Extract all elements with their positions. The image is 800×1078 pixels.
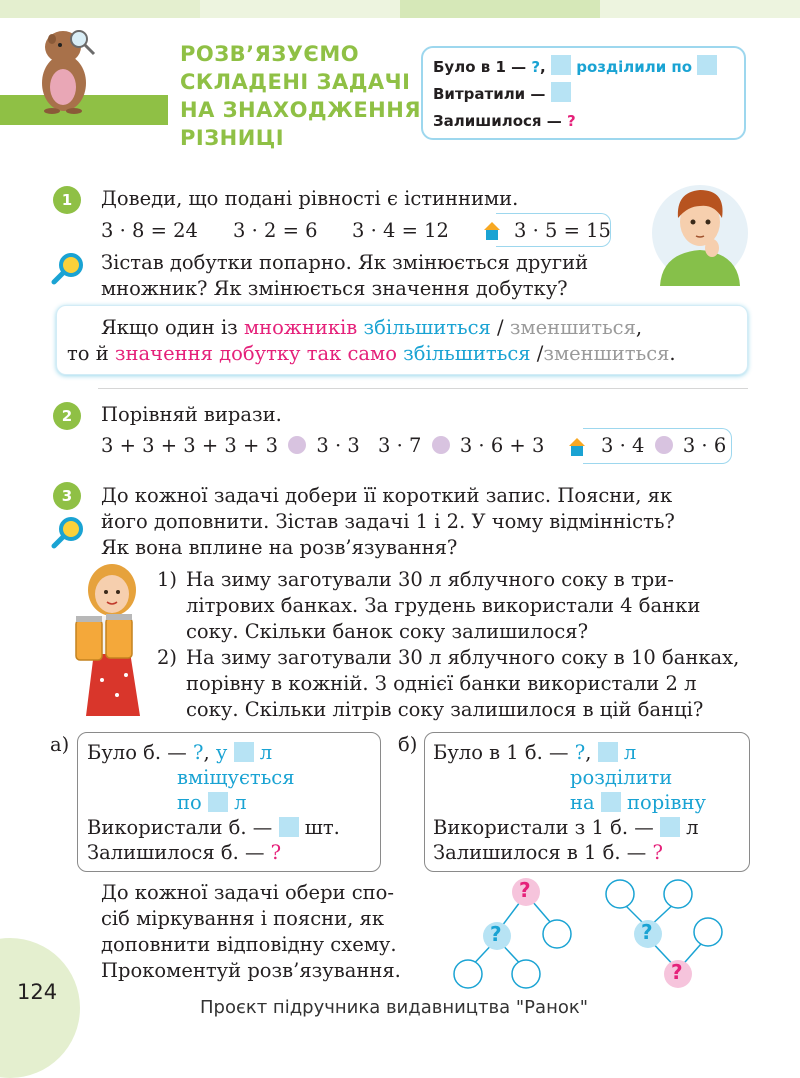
tree-question-mark: ? [641,920,653,944]
schema-text: , [540,58,546,76]
record-line [87,815,340,841]
problem-text: На зиму заготували 30 л яблучного соку в три- [186,568,674,591]
record-text: , [585,741,598,764]
task-number-badge: 3 [53,482,81,510]
task-text: Як вона вплине на розв’язування? [101,536,458,559]
equation: 3 · 4 = 12 [352,219,449,242]
schema-text: Було в 1 — [433,58,532,76]
problem-text: На зиму заготували 30 л яблучного соку в 10 банках, [186,646,740,669]
blank-square [660,817,680,837]
question-mark: ? [270,841,282,864]
page-number: 124 [17,980,58,1004]
record-text: шт. [304,816,340,839]
question-mark: ? [192,741,204,764]
title-line: СКЛАДЕНІ ЗАДАЧІ [180,70,411,94]
blank-square [279,817,299,837]
rule-line [101,315,642,341]
equation: 3 · 5 = 15 [514,219,611,242]
tree-node-empty [512,960,540,988]
record-text: Було в 1 б. — [433,741,575,764]
tree-question-mark: ? [490,922,502,946]
rule-term: збільшиться [403,342,531,365]
record-line [87,740,272,766]
comparison [378,433,544,459]
record-text: вміщується [177,766,295,789]
question-mark: ? [566,112,576,130]
rule-term: множників [244,316,358,339]
rule-term: значення добутку так само [114,342,397,365]
record-text: л [234,791,247,814]
record-label: а) [50,733,70,756]
record-text: Залишилося в 1 б. — [433,841,653,864]
rule-text: / [490,316,510,339]
page-title [180,40,421,152]
record-line [433,815,699,841]
record-text: Залишилося б. — [87,841,271,864]
blank-square [601,792,621,812]
top-strip [400,0,600,18]
question-mark: ? [652,841,663,864]
tree-question-mark: ? [519,878,531,902]
task-question: множник? Як змінюється значення добутку? [101,277,568,300]
question-mark: ? [574,741,586,764]
rule-term: збільшиться [363,316,491,339]
problem-text: соку. Скільки літрів соку залишилося в цій банці? [186,698,704,721]
record-line [177,790,247,816]
title-line: НА ЗНАХОДЖЕННЯ [180,98,422,122]
girl-with-juice-jars-illustration [62,560,158,720]
tree-question-mark: ? [671,960,683,984]
rule-text: Якщо один із [101,316,245,339]
rule-term: зменшиться [543,342,670,365]
record-text: Було б. — [87,741,193,764]
blank-square [208,792,228,812]
magnifier-icon [51,516,85,550]
record-text: , [203,741,216,764]
tree-node-empty [664,880,692,908]
record-label: б) [398,733,418,756]
comparison [101,433,360,459]
equation: 3 · 2 = 6 [233,219,318,242]
schema-text: Залишилося — [433,112,567,130]
blank-square [551,82,571,102]
boy-thinking-illustration [650,178,750,288]
instruction-text: Прокоментуй розв’язування. [101,959,401,982]
expression: 3 · 6 [682,434,727,457]
rule-text: / [530,342,544,365]
task-question: Зістав добутки попарно. Як змінюється другий [101,251,589,274]
instruction-text: сіб міркування і поясни, як [101,907,385,930]
tree-node-empty [694,918,722,946]
task-text: До кожної задачі добери її короткий запис. Поясни, як [101,484,673,507]
comparison-circle [655,436,673,454]
schema-text: Витратили — [433,85,551,103]
title-line: РОЗВ’ЯЗУЄМО [180,42,360,66]
rule-text: . [669,342,676,365]
question-mark: ? [531,58,541,76]
equation: 3 · 8 = 24 [101,219,198,242]
expression: 3 · 6 + 3 [459,434,545,457]
record-text: по [177,791,202,814]
tree-node-empty [454,960,482,988]
task-number-badge: 1 [53,186,81,214]
task-number-badge: 2 [53,402,81,430]
page-corner-decoration [0,938,80,1078]
footer-credit: Проєкт підручника видавництва "Ранок" [200,997,589,1018]
problem-text: порівну в кожній. З однієї банки використали 2 л [186,672,697,695]
problem-text: соку. Скільки банок соку залишилося? [186,620,589,643]
record-line [87,840,281,866]
reasoning-tree-scheme-1 [450,874,580,996]
blank-square [697,55,717,75]
blank-square [234,742,254,762]
record-text: у [215,741,228,764]
task-text: Порівняй вирази. [101,403,282,426]
rule-line [67,341,676,367]
record-text: л [623,741,637,764]
top-strip [200,0,400,18]
expression: 3 · 7 [378,434,422,457]
problem-number: 1) [157,568,178,591]
comparison [601,433,726,459]
top-strip [600,0,800,18]
divider [98,388,748,389]
task-text: його доповнити. Зістав задачі 1 і 2. У чому відмінність? [101,510,675,533]
expression: 3 · 3 [316,434,360,457]
rule-term: зменшиться [509,316,636,339]
record-text: на [570,791,595,814]
schema-box [421,46,746,140]
expression: 3 · 4 [601,434,645,457]
top-strip [0,0,200,18]
expression: 3 + 3 + 3 + 3 + 3 [101,434,278,457]
capybara-mascot-illustration [30,25,110,115]
instruction-text: До кожної задачі обери спо- [101,881,394,904]
record-text: порівну [627,791,706,814]
instruction-text: доповнити відповідну схему. [101,933,397,956]
title-line: РІЗНИЦІ [180,126,285,150]
record-line [570,790,706,816]
blank-square [551,55,571,75]
record-text: л [686,816,699,839]
record-text: Використали з 1 б. — [433,816,660,839]
task-text: Доведи, що подані рівності є істинними. [101,187,519,210]
reasoning-tree-scheme-2 [598,874,728,996]
rule-text: то й [67,342,115,365]
record-text: л [259,741,273,764]
magnifier-icon [51,252,85,286]
record-text: розділити [570,766,673,789]
record-text: Використали б. — [87,816,279,839]
schema-text: розділили по [576,58,693,76]
record-line [433,740,636,766]
problem-number: 2) [157,646,178,669]
problem-text: літрових банках. За грудень використали 4 банки [186,594,701,617]
comparison-circle [432,436,450,454]
comparison-circle [288,436,306,454]
rule-text: , [635,316,643,339]
blank-square [598,742,618,762]
tree-node-empty [543,920,571,948]
tree-node-empty [606,880,634,908]
record-line [433,840,663,866]
